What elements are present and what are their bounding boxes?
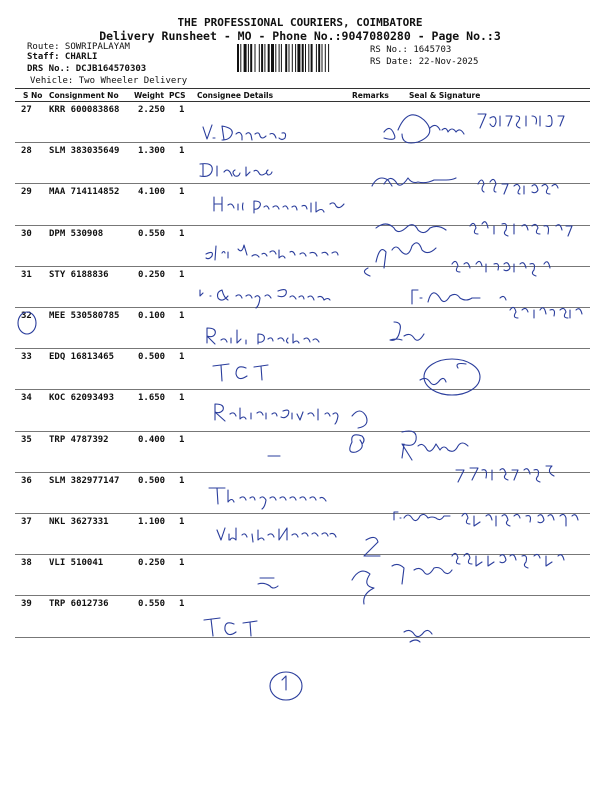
runsheet-title: Delivery Runsheet - MO - Phone No.:9047080280 - Page No.:3 xyxy=(99,29,501,43)
signature-39 xyxy=(404,630,432,642)
signature-27 xyxy=(384,115,464,143)
page-mark-digit xyxy=(282,676,286,690)
signature-31 xyxy=(412,290,506,304)
row-sno: 38 xyxy=(21,558,32,569)
handwriting-consignee-33 xyxy=(213,364,268,381)
signature-32 xyxy=(390,322,424,340)
phone-38 xyxy=(452,553,564,568)
row-weight: 1.100 xyxy=(138,517,166,527)
row-sno: 34 xyxy=(21,393,32,404)
row-consignment-no: SLM 383035649 xyxy=(49,146,120,157)
row-consignment-no: EDQ 16813465 xyxy=(49,352,115,363)
row-consignment-no: STY 6188836 xyxy=(49,269,109,280)
handwriting-consignee-32 xyxy=(207,328,319,344)
row-consignment-no: MEE 530580785 xyxy=(49,311,120,321)
row-sno: 36 xyxy=(21,475,32,486)
handwriting-consignee-36 xyxy=(209,488,326,509)
row-consignment-no: TRP 6012736 xyxy=(49,599,109,610)
signature-33-stamp-outline xyxy=(424,359,480,395)
signature-33 xyxy=(420,364,466,385)
row-sno: 39 xyxy=(21,599,32,610)
drs-number: DRS No.: DCJB164570303 xyxy=(27,64,147,74)
signature-29 xyxy=(376,224,446,233)
vehicle-label: Vehicle: Two Wheeler Delivery xyxy=(30,76,188,86)
row-weight: 0.100 xyxy=(138,311,166,321)
rs-number: RS No.: 1645703 xyxy=(370,45,452,55)
row-sno: 28 xyxy=(21,146,32,157)
row-weight: 0.550 xyxy=(138,599,166,610)
row-pcs: 1 xyxy=(179,228,185,239)
phone-30 xyxy=(452,261,550,276)
row-weight: 0.250 xyxy=(138,269,166,280)
company-name: THE PROFESSIONAL COURIERS, COIMBATORE xyxy=(177,16,423,29)
handwriting-consignee-29 xyxy=(214,197,344,213)
row-pcs: 1 xyxy=(179,146,185,157)
route-label: Route: SOWRIPALAYAM xyxy=(27,42,130,52)
phone-31 xyxy=(510,307,582,318)
row-sno: 30 xyxy=(21,228,32,239)
row-sno: 35 xyxy=(21,434,32,445)
handwriting-consignee-31 xyxy=(200,290,330,308)
row-consignment-no: MAA 714114852 xyxy=(49,187,120,198)
row-32-circle-mark xyxy=(18,312,36,334)
handwriting-consignee-28 xyxy=(200,164,272,177)
row-weight: 0.400 xyxy=(138,434,166,445)
col-consignee-header: Consignee Details xyxy=(197,91,274,100)
col-consignment-header: Consignment No xyxy=(49,91,119,100)
row-weight: 2.250 xyxy=(138,105,166,115)
col-pcs-header: PCS xyxy=(169,91,186,100)
handwriting-consignee-27 xyxy=(203,125,286,140)
row-sno: 31 xyxy=(21,269,32,280)
row-weight: 1.300 xyxy=(138,146,166,157)
col-sno-header: S No xyxy=(23,91,43,100)
handwriting-consignee-39 xyxy=(204,618,257,636)
row-weight: 4.100 xyxy=(138,187,166,198)
signature-37 xyxy=(394,512,450,521)
phone-35 xyxy=(456,466,554,482)
row-pcs: 1 xyxy=(179,352,185,363)
row-sno: 32 xyxy=(21,311,32,321)
col-seal-header: Seal & Signature xyxy=(409,91,481,100)
row-weight: 0.250 xyxy=(138,558,166,569)
row-pcs: 1 xyxy=(179,475,185,486)
row-sno: 37 xyxy=(21,517,32,527)
row-pcs: 1 xyxy=(179,105,185,115)
row-pcs: 1 xyxy=(179,434,185,445)
signature-38 xyxy=(352,537,452,604)
row-pcs: 1 xyxy=(179,517,185,527)
row-sno: 33 xyxy=(21,352,32,363)
row-consignment-no: DPM 530908 xyxy=(49,228,104,239)
row-pcs: 1 xyxy=(179,187,185,198)
row-consignment-no: TRP 4787392 xyxy=(49,434,109,445)
row-weight: 0.500 xyxy=(138,475,166,486)
handwriting-consignee-38 xyxy=(258,578,278,588)
phone-29 xyxy=(470,222,572,236)
row-pcs: 1 xyxy=(179,393,185,404)
row-consignment-no: KRR 600083868 xyxy=(49,105,120,115)
signature-30 xyxy=(364,243,436,276)
row-pcs: 1 xyxy=(179,311,185,321)
row-weight: 0.550 xyxy=(138,228,166,239)
staff-label: Staff: CHARLI xyxy=(27,52,98,62)
signature-28 xyxy=(372,178,456,186)
phone-27 xyxy=(478,114,564,128)
row-sno: 29 xyxy=(21,187,32,198)
phone-28 xyxy=(478,179,558,194)
signature-35 xyxy=(402,431,468,460)
row-pcs: 1 xyxy=(179,269,185,280)
row-pcs: 1 xyxy=(179,558,185,569)
row-weight: 0.500 xyxy=(138,352,166,363)
row-weight: 1.650 xyxy=(138,393,166,404)
handwriting-consignee-37 xyxy=(217,528,336,542)
row-consignment-no: SLM 382977147 xyxy=(49,475,120,486)
col-remarks-header: Remarks xyxy=(352,91,389,100)
signature-34 xyxy=(350,411,367,452)
col-weight-header: Weight xyxy=(134,91,164,100)
handwriting-consignee-30 xyxy=(206,245,338,260)
row-consignment-no: KOC 62093493 xyxy=(49,393,115,404)
phone-37 xyxy=(462,513,578,526)
row-consignment-no: NKL 3627331 xyxy=(49,517,109,527)
row-sno: 27 xyxy=(21,105,32,115)
rs-date: RS Date: 22-Nov-2025 xyxy=(370,57,479,67)
row-consignment-no: VLI 510041 xyxy=(49,558,104,569)
row-pcs: 1 xyxy=(179,599,185,610)
handwriting-consignee-34 xyxy=(215,404,338,424)
